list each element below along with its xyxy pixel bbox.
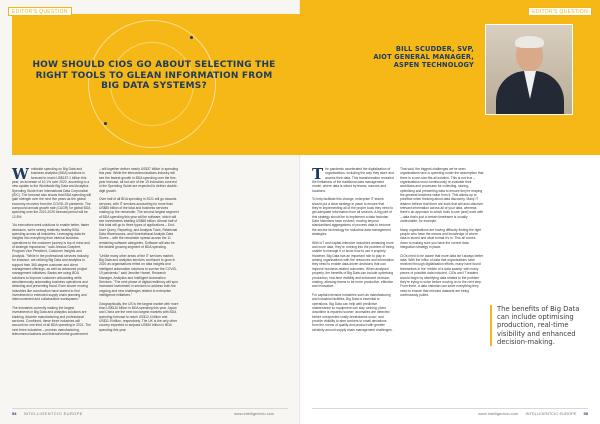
- body-column-3: [312, 167, 394, 336]
- paragraph: – will together deliver nearly US$37 billion in spending this year. While the telecommunications industry will see the fastest growth in BDA spending over the five-year forecast, all but one of the 19 industries covered in the Spending Guide are expected to deliver double-digit growth.: [99, 167, 178, 193]
- paragraph-text: he pandemic accelerated the digitalisation of organisations, including the way they store and access their data. This transformation revealed the limitations of the traditional data management model, where data is siloed by teams, sources and locations.: [312, 167, 394, 193]
- footer-rule-right: [312, 408, 588, 409]
- page-number-left: 54: [12, 411, 17, 416]
- paragraph: [312, 167, 394, 193]
- paragraph: The industries currently making the largest investments in Big Data and analytics solutions are banking, discrete manufacturing and professional services. Combined, these three industries will account for one third of all BDA spending in 2021. The next three industries – process manufacturing, telecommunications and federal/central government: [12, 305, 91, 336]
- paragraph: Many organisations are having difficulty finding the right people who have the means and knowledge of where data is stored and what format it's in. This all comes down to making sure you have the correct data integration strategy in place.: [400, 227, 482, 250]
- page-number-right: 55: [583, 411, 588, 416]
- paragraph: "As executives seek solutions to enable better, faster decisions, we're seeing relatively healthy BDA spending across all industries. Leveraging data for insights into everything from internal business operations to the customer journey is top of mind and of strategic importance," said Jessica Goepfert, Program Vice President, Customer Insights and Analysis. "While in the professional services industry, for instance, are utilizing Big Data and analytics to support their 360-degree customer and client management offerings, as well as advanced project management initiatives. Banks are using BDA solutions to improve customer onboarding while simultaneously automating business operations and detecting and preventing fraud. Even slower moving industries like construction have started to find investments in extended supply chain planning and interconnected and collaborative workspaces.": [12, 223, 90, 302]
- body-column-2: [99, 167, 179, 336]
- drop-cap: T: [312, 165, 324, 183]
- pull-quote: The benefits of Big Data can include optimising production, real-time visibility and enhanced decision-making.: [490, 305, 590, 346]
- paragraph: For capital-intensive industries such as manufacturing and industrial facilities, Big Data is essential to operations. Big Data can help with predictive maintenance so equipment can stay running; plant downtime is repaired sooner; anomalies are detected before unexpected costly breakdowns occur; and provide visibility to alert workers to small deviations from the norms of quality and product with greater certainty around supply chain management challenges.: [312, 292, 393, 332]
- byline-title: AIOT GENERAL MANAGER,: [373, 53, 474, 62]
- body-column-4: [400, 167, 484, 302]
- footer-left: [12, 410, 274, 418]
- decorative-dot: [104, 122, 107, 125]
- paragraph: Over half of all BDA spending in 2021 will go towards services, with IT services accounting for more than US$85 billion of the total and business services making up the remainder. The second largest segment of BDA spending this year will be software, which will see investments totalling US$68 billion. Almost half of this total will go to three types of applications – End-User Query, Reporting, and Analysis Tools, Relational Data Warehouses, and Nonrelational Analytic Data Stores – with the remainder spread across the 11 remaining software categories. Software will also be the fastest growing segment of BDA spending.: [99, 197, 179, 250]
- paragraph: CIOs need to be aware that more data isn't always better data. With the influx of data that organisations have received through digitalisation efforts, many have found themselves in the 'middle of a data swamp' with many pieces of possible data included. CIOs and IT leaders should begin by identifying data related to the problem they're trying to solve before moving on to the next step. From there, a data historian can solve everything they need to ensure that relevant datasets are being continuously pulled.: [400, 253, 484, 297]
- paragraph: With IoT and capital-intensive industries amassing more and more data, they're running into the problem of being unable to manage it or know how to use it properly. However, Big Data has an important role to play in arming organisations with the resources and information they need to enable data-driven decisions that can improve business-related outcomes. When analysed properly, the benefits of Big Data can include optimising production, real-time visibility and enhanced decision-making, allowing teams to be more productive, effective and innovative.: [312, 240, 395, 289]
- footer-right: [478, 410, 588, 418]
- footer-brand-left: INTELLIGENTCIO EUROPE: [23, 411, 83, 416]
- paragraph: Geographically, the US is the largest market with more than US$110 billion in BDA spending this year. Japan and China are the next two largest markets with BDA spending forecast to reach US$12.4 billion and US$11.9 billion, respectively. The UK is the only other country expected to surpass US$10 billion in BDA spending this year.: [99, 301, 179, 332]
- paragraph: [12, 167, 92, 219]
- headline: HOW SHOULD CIOS GO ABOUT SELECTING THE RIGHT TOOLS TO GLEAN INFORMATION FROM BIG DATA SYSTEMS?: [32, 60, 276, 91]
- footer-url-right[interactable]: www.intelligentcio.com: [478, 411, 519, 416]
- footer-rule-left: [12, 408, 288, 409]
- author-portrait: [485, 24, 573, 115]
- footer-url-left[interactable]: www.intelligentcio.com: [234, 411, 275, 416]
- section-tag-right: EDITOR'S QUESTION: [528, 7, 592, 16]
- byline-name: BILL SCUDDER, SVP,: [395, 45, 474, 53]
- paragraph: That said, the biggest challenges we've seen organisations face is spending under the assumption that there is a one-size-fits-all solution. This is not true – organisations must continuously re-evaluate their workflows and processes for collecting, storing, optimising and presenting data to ensure they're reaping the greatest business value from it. This allows up to prioritise when thinking about data discovery. Many IT leaders believe that there are tools that will auto-discover relevant information across all of your data, whereas there's an approach to which tools to use (and) work with – data that's just a certain timeframe is usually undesirable, for example.: [400, 167, 484, 224]
- byline-company: ASPEN TECHNOLOGY: [393, 61, 474, 70]
- portrait-hair: [515, 36, 544, 48]
- body-column-1: [12, 167, 92, 341]
- drop-cap: W: [12, 165, 29, 183]
- paragraph-text: orldwide spending on Big Data and business analytics (BDA) solutions is forecast to reach US$187.1 billion this year, an increase of 10.1% over 2020, according to a new update to the Worldwide Big Data and Analytics Spending Guide from International Data Corporation (IDC). The forecast also shows that BDA spending will gain strength over the next five years as the global economy recovers from the COVID-19 pandemic. The compound annual growth rate (CAGR) for global BDA spending over the 2021-2025 forecast period will be 12.8%.: [12, 167, 91, 219]
- paragraph: "Unlike many other areas of the IT services market, Big Data and analytics services continued to grow in 2020 as organisations relied on data insights and intelligent automation solutions to survive the COVID-19 pandemic," said Jennifer Hamel, Research Manager, Analytics and Intelligent Automation Services. "The next phase of digital resiliency will spur increased investment in services to address both the ongoing and new challenges related to enterprise intelligence initiatives.": [99, 253, 179, 297]
- section-tag-left: EDITOR'S QUESTION: [8, 7, 72, 16]
- footer-brand-right: INTELLIGENTCIO EUROPE: [525, 411, 577, 416]
- paragraph: To help facilitate this change, enterprise IT teams should put a clear strategy in place to ensure that they're implementing all of the proper tools they need to get adequate information from all sources. A big part of this strategy should be to implement a data historian. Data historians have evolved, moving beyond standardised aggregations of process data to become the anchor technology for industrial data management strategies.: [312, 197, 394, 237]
- decorative-dot: [190, 36, 193, 39]
- byline: [362, 45, 474, 70]
